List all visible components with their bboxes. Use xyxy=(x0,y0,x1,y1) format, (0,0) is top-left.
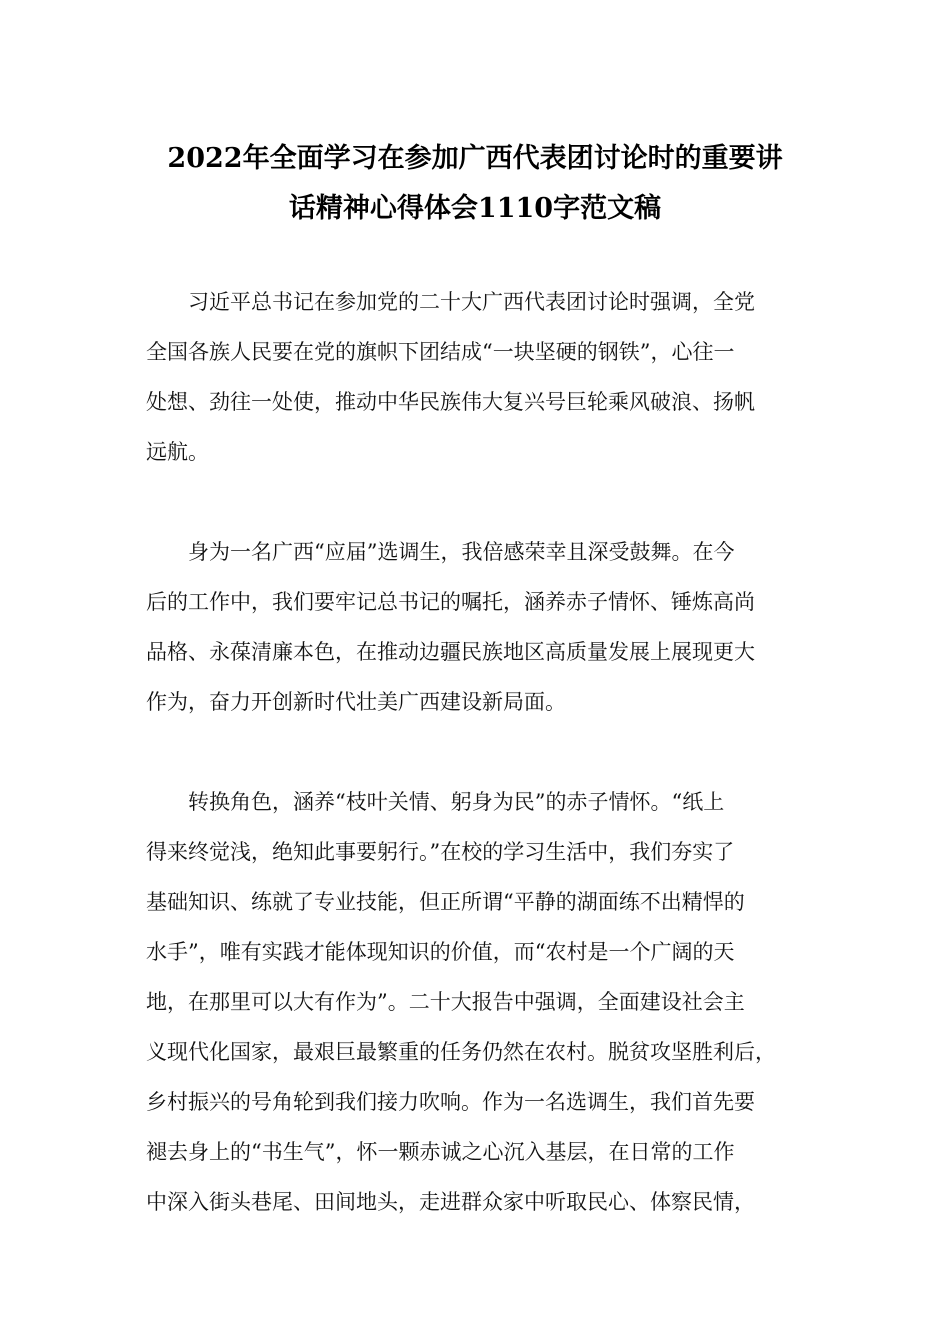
paragraph-3-line-5: 地，在那里可以大有作为”。二十大报告中强调，全面建设社会主 xyxy=(146,990,745,1014)
paragraph-3-line-9: 中深入街头巷尾、田间地头，走进群众家中听取民心、体察民情， xyxy=(146,1190,755,1214)
paragraph-3-line-7: 乡村振兴的号角轮到我们接力吹响。作为一名选调生，我们首先要 xyxy=(146,1090,755,1114)
paragraph-1-line-4: 远航。 xyxy=(146,440,209,464)
paragraph-1-line-3: 处想、劲往一处使，推动中华民族伟大复兴号巨轮乘风破浪、扬帆 xyxy=(146,390,755,414)
paragraph-2-line-4: 作为，奋力开创新时代壮美广西建设新局面。 xyxy=(146,690,566,714)
paragraph-3-line-2: 得来终觉浅，绝知此事要躬行。”在校的学习生活中，我们夯实了 xyxy=(146,840,735,864)
paragraph-3-line-3: 基础知识、练就了专业技能，但正所谓“平静的湖面练不出精悍的 xyxy=(146,890,745,914)
paragraph-2-line-1: 身为一名广西“应届”选调生，我倍感荣幸且深受鼓舞。在今 xyxy=(146,540,735,564)
paragraph-3-line-4: 水手”，唯有实践才能体现知识的价值，而“农村是一个广阔的天 xyxy=(146,940,735,964)
paragraph-2-line-3: 品格、永葆清廉本色，在推动边疆民族地区高质量发展上展现更大 xyxy=(146,640,755,664)
document-title-line-1: 2022年全面学习在参加广西代表团讨论时的重要讲 xyxy=(167,143,783,174)
paragraph-1-line-1: 习近平总书记在参加党的二十大广西代表团讨论时强调，全党 xyxy=(146,290,755,314)
paragraph-1-line-2: 全国各族人民要在党的旗帜下团结成“一块坚硬的钢铁”，心往一 xyxy=(146,340,735,364)
paragraph-2-line-2: 后的工作中，我们要牢记总书记的嘱托，涵养赤子情怀、锤炼高尚 xyxy=(146,590,755,614)
paragraph-3-line-8: 褪去身上的“书生气”，怀一颗赤诚之心沉入基层，在日常的工作 xyxy=(146,1140,735,1164)
document-title-line-2: 话精神心得体会1110字范文稿 xyxy=(288,193,662,224)
paragraph-3-line-1: 转换角色，涵养“枝叶关情、躬身为民”的赤子情怀。“纸上 xyxy=(146,790,725,814)
paragraph-3-line-6: 义现代化国家，最艰巨最繁重的任务仍然在农村。脱贫攻坚胜利后， xyxy=(146,1040,776,1064)
